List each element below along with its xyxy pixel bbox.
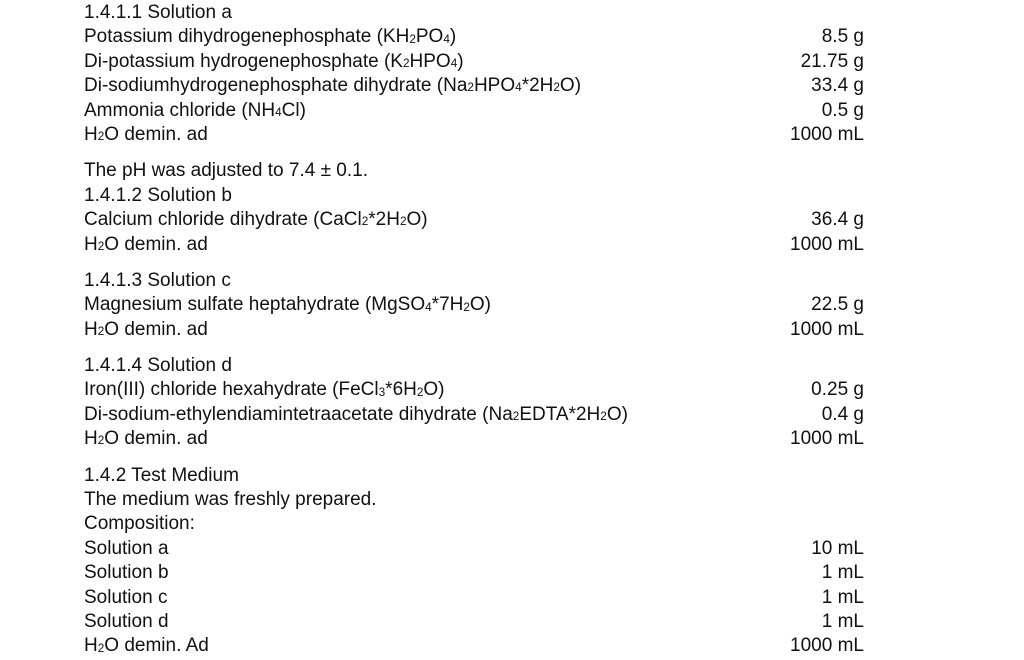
composition-amount: 1 mL	[821, 586, 864, 608]
reagent-row	[84, 293, 866, 317]
reagent-label: Magnesium sulfate heptahydrate $(MgSO_4*7H_2O)$	[84, 294, 492, 316]
reagent-label: Calcium chloride dihydrate $(CaCl_2*2H_2O)$	[84, 209, 428, 231]
reagent-row	[84, 50, 866, 74]
composition-label: Solution d	[84, 610, 169, 632]
reagent-amount: 22.5 g	[811, 294, 864, 316]
reagent-label: Di-sodium-ethylendiamintetraacetate dihydrate $(Na_2EDTA*2H_2O)$	[84, 403, 628, 425]
document-page	[84, 1, 866, 659]
reagent-label: Di-sodiumhydrogenephosphate dihydrate $(Na_2HPO_4*2H_2O)$	[84, 75, 582, 97]
reagent-amount: 0.4 g	[821, 403, 864, 425]
composition-label: $H_2O$ demin. Ad	[84, 635, 209, 657]
reagent-amount: 8.5 g	[821, 26, 864, 48]
reagent-amount: 1000 mL	[790, 318, 864, 340]
composition-row	[84, 586, 866, 610]
reagent-row	[84, 378, 866, 402]
body-text: Composition:	[84, 513, 195, 535]
reagent-label: $H_2O$ demin. ad	[84, 318, 208, 340]
composition-row	[84, 610, 866, 634]
reagent-label: $H_2O$ demin. ad	[84, 428, 208, 450]
section-heading: 1.4.1.2 Solution b	[84, 184, 232, 206]
reagent-row	[84, 427, 866, 451]
reagent-label: Iron(III) chloride hexahydrate $(FeCl_3*6H_2O)$	[84, 379, 445, 401]
reagent-row	[84, 123, 866, 147]
section-heading: 1.4.1.4 Solution d	[84, 355, 232, 377]
reagent-amount: 36.4 g	[811, 209, 864, 231]
ph-note: The pH was adjusted to 7.4 ± 0.1.	[84, 160, 368, 182]
reagent-amount: 21.75 g	[800, 50, 864, 72]
reagent-row	[84, 74, 866, 98]
composition-amount: 1000 mL	[790, 635, 864, 657]
reagent-row	[84, 403, 866, 427]
composition-row	[84, 634, 866, 658]
reagent-amount: 1000 mL	[790, 233, 864, 255]
section-heading: 1.4.2 Test Medium	[84, 464, 239, 486]
section-heading: 1.4.1.1 Solution a	[84, 2, 232, 23]
composition-amount: 1 mL	[821, 562, 864, 584]
composition-label: Solution a	[84, 537, 169, 559]
reagent-amount: 0.25 g	[811, 379, 864, 401]
reagent-label: Di-potassium hydrogenephosphate $(K_2HPO_4)$	[84, 50, 464, 72]
reagent-row	[84, 233, 866, 257]
body-text: The medium was freshly prepared.	[84, 489, 377, 511]
reagent-label: Ammonia chloride $(NH_4Cl)$	[84, 99, 306, 121]
reagent-label: $H_2O$ demin. ad	[84, 233, 208, 255]
reagent-row	[84, 99, 866, 123]
composition-amount: 10 mL	[811, 537, 864, 559]
composition-label: Solution b	[84, 562, 169, 584]
reagent-label: Potassium dihydrogenephosphate $(KH_2PO_4)$	[84, 26, 457, 48]
section-heading: 1.4.1.3 Solution c	[84, 269, 231, 291]
composition-amount: 1 mL	[821, 610, 864, 632]
composition-label: Solution c	[84, 586, 168, 608]
reagent-label: $H_2O$ demin. ad	[84, 123, 208, 145]
composition-row	[84, 537, 866, 561]
reagent-amount: 0.5 g	[821, 99, 864, 121]
reagent-amount: 33.4 g	[811, 75, 864, 97]
reagent-amount: 1000 mL	[790, 428, 864, 450]
reagent-amount: 1000 mL	[790, 123, 864, 145]
composition-row	[84, 561, 866, 585]
reagent-row	[84, 318, 866, 342]
reagent-row	[84, 208, 866, 232]
reagent-row	[84, 25, 866, 49]
